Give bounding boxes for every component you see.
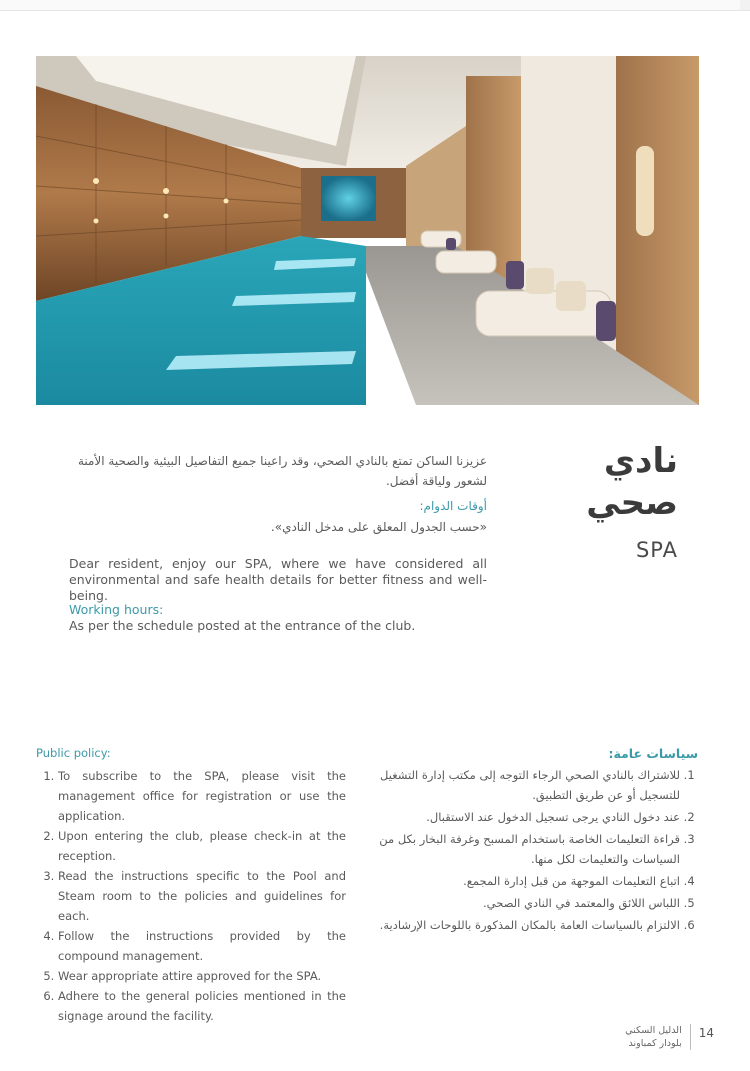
policy-item: 6. الالتزام بالسياسات العامة بالمكان المذكورة باللوحات الإرشادية. (378, 915, 680, 935)
intro-english-text: Dear resident, enjoy our SPA, where we have considered all environmental and safe health details for better fitness and well-being. (69, 556, 487, 603)
policy-title-arabic: سياسات عامة: (608, 746, 698, 761)
policy-item: 2. Upon entering the club, please check-in at the reception. (58, 826, 346, 866)
policy-item: 4. اتباع التعليمات الموجهة من قبل إدارة المجمع. (378, 871, 680, 891)
working-hours-english: As per the schedule posted at the entrance of the club. (69, 618, 416, 633)
page-footer (625, 1024, 714, 1050)
public-policy-english (36, 746, 346, 1026)
public-policy-arabic (378, 746, 698, 937)
footer-divider (690, 1024, 691, 1050)
policy-item: 3. Read the instructions specific to the Pool and Steam room to the policies and guidelines for each. (58, 866, 346, 926)
page-title-english: SPA (635, 538, 678, 562)
policy-item: 1. للاشتراك بالنادي الصحي الرجاء التوجه إلى مكتب إدارة التشغيل للتسجيل أو عن طريق التطبيق. (378, 765, 680, 805)
policy-item: 4. Follow the instructions provided by the compound management. (58, 926, 346, 966)
working-hours-label-arabic: أوقات الدوام: (419, 499, 487, 513)
spa-pool-photo (36, 56, 699, 405)
policy-item: 5. اللباس اللائق والمعتمد في النادي الصحي. (378, 893, 680, 913)
footer-line-2: بلودار كمباوند (628, 1038, 682, 1049)
policy-item: 3. قراءة التعليمات الخاصة باستخدام المسبح وغرفة البخار بكل من السياسات والتعليمات لكل منها. (378, 829, 680, 869)
working-hours-arabic: «حسب الجدول المعلق على مدخل النادي». (270, 520, 487, 534)
policy-title-english: Public policy: (36, 746, 111, 760)
policy-item: 5. Wear appropriate attire approved for the SPA. (58, 966, 346, 986)
top-border (0, 0, 750, 11)
policy-item: 2. عند دخول النادي يرجى تسجيل الدخول عند الاستقبال. (378, 807, 680, 827)
working-hours-label-english: Working hours: (69, 602, 164, 617)
page-number: 14 (698, 1026, 714, 1040)
intro-arabic-text: عزيزنا الساكن تمتع بالنادي الصحي، وقد راعينا جميع التفاصيل البيئية والصحية الأمنة لشعور ولياقة أفضل. (77, 454, 487, 488)
policy-item: 6. Adhere to the general policies mentioned in the signage around the facility. (58, 986, 346, 1026)
footer-guide-name (625, 1024, 682, 1050)
policy-item: 1. To subscribe to the SPA, please visit the management office for registration or use the application. (58, 766, 346, 826)
footer-line-1: الدليل السكني (625, 1025, 682, 1036)
page-title-arabic: نادي صحي (586, 441, 678, 523)
